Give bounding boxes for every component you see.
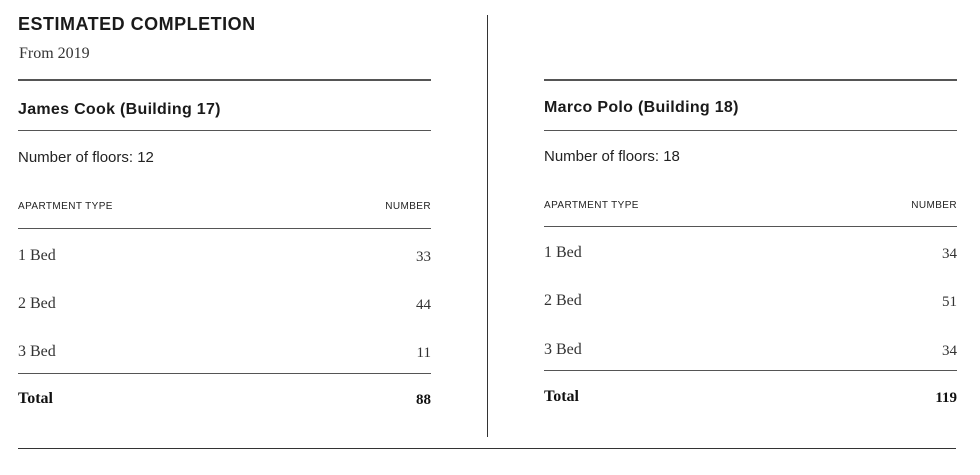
apartment-count: 44 (416, 297, 431, 313)
table-row (544, 292, 957, 316)
column-header-apartment-type: APARTMENT TYPE (18, 201, 113, 212)
total-row (18, 390, 431, 414)
column-header-number: NUMBER (911, 200, 957, 211)
total-label: Total (544, 388, 579, 405)
building-panel-james-cook (18, 79, 431, 419)
floors-count: Number of floors: 12 (18, 149, 154, 166)
panel-top-rule (18, 79, 431, 81)
column-header-number: NUMBER (385, 201, 431, 212)
total-rule (18, 373, 431, 374)
building-name: James Cook (Building 17) (18, 101, 221, 118)
apartment-count: 11 (416, 345, 431, 361)
column-divider (487, 15, 488, 437)
header-rule (544, 226, 957, 227)
apartment-count: 34 (942, 246, 957, 262)
total-value: 119 (935, 390, 957, 406)
section-subtitle: From 2019 (19, 45, 90, 62)
table-row (18, 295, 431, 319)
total-row (544, 388, 957, 412)
apartment-count: 34 (942, 343, 957, 359)
apartment-type: 2 Bed (18, 295, 56, 312)
building-panel-marco-polo (544, 79, 957, 419)
table-row (544, 341, 957, 365)
apartment-count: 51 (942, 294, 957, 310)
apartment-type: 2 Bed (544, 292, 582, 309)
apartment-count: 33 (416, 249, 431, 265)
header-rule (18, 228, 431, 229)
apartment-type: 1 Bed (544, 244, 582, 261)
bottom-rule (18, 448, 956, 449)
floors-count: Number of floors: 18 (544, 148, 680, 165)
column-header-apartment-type: APARTMENT TYPE (544, 200, 639, 211)
total-value: 88 (416, 392, 431, 408)
panel-top-rule (544, 79, 957, 81)
table-row (544, 244, 957, 268)
total-label: Total (18, 390, 53, 407)
apartment-type: 3 Bed (18, 343, 56, 360)
section-title: ESTIMATED COMPLETION (18, 14, 256, 34)
table-row (18, 343, 431, 367)
building-name: Marco Polo (Building 18) (544, 99, 739, 116)
apartment-type: 3 Bed (544, 341, 582, 358)
apartment-type: 1 Bed (18, 247, 56, 264)
name-rule (18, 130, 431, 131)
total-rule (544, 370, 957, 371)
name-rule (544, 130, 957, 131)
table-row (18, 247, 431, 271)
